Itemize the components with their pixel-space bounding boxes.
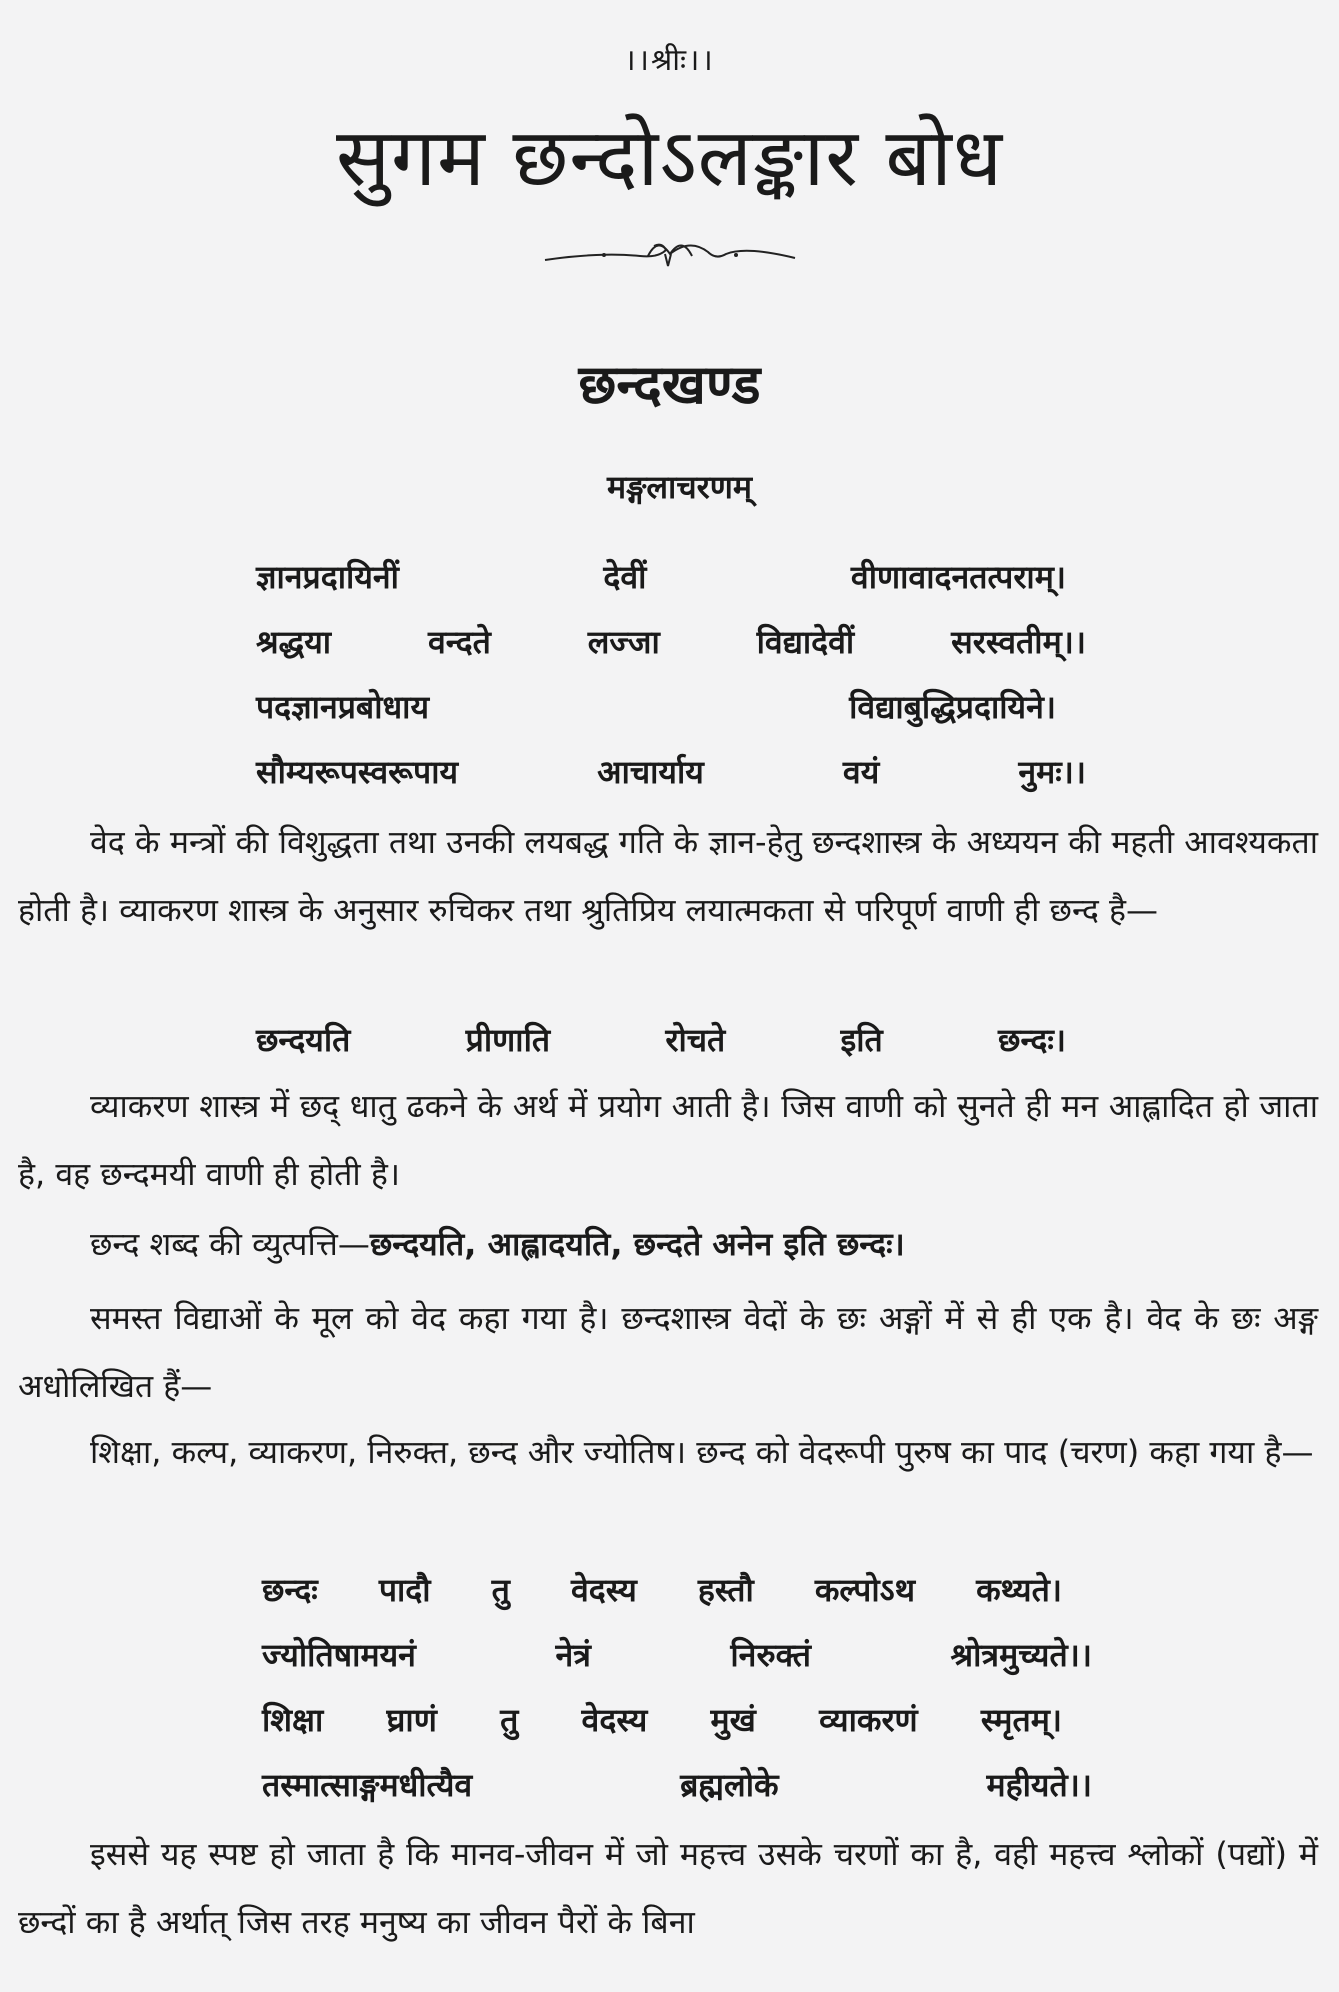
verse-word: तु [500,1701,519,1739]
verse2-line [256,1018,1066,1061]
verse3-line [262,1568,1062,1611]
paragraph: छन्द शब्द की व्युत्पत्ति—छन्दयति, आह्लादयति, छन्दते अनेन इति छन्दः। [90,1225,905,1263]
verse-word: इति [840,1021,883,1059]
verse-word: निरुक्तं [730,1636,811,1674]
verse-word: विद्यादेवीं [756,623,855,661]
verse-word: वयं [842,753,880,791]
verse-word: मुखं [710,1701,756,1739]
verse-word: शिक्षा [262,1701,324,1739]
paragraph: व्याकरण शास्त्र में छद् धातु ढकने के अर्थ में प्रयोग आती है। जिस वाणी को सुनते ही मन आह्लादित हो जाता है, वह छन्दमयी वाणी ही होती है। [18,1087,1318,1193]
verse-word: वन्दते [427,623,491,661]
verse-word: ज्योतिषामयनं [262,1636,416,1674]
verse-word: नेत्रं [555,1636,591,1674]
ornament-divider [540,230,800,280]
verse-word: सौम्यरूपस्वरूपाय [256,753,459,791]
paragraph: इससे यह स्पष्ट हो जाता है कि मानव-जीवन में जो महत्त्व उसके चरणों का है, वही महत्त्व श्लोकों (पद्यों) में छन्दों का है अर्थात् जिस तरह मनुष्य का जीवन पैरों के बिना [18,1835,1318,1941]
verse-word: सरस्वतीम्।। [951,623,1086,661]
verse-word: ज्ञानप्रदायिनीं [256,558,399,596]
verse3-line [262,1633,1092,1676]
verse-word: श्रद्धया [256,623,332,661]
verse-word: घ्राणं [386,1701,437,1739]
book-title: सुगम छन्दोऽलङ्कार बोध [335,111,1004,204]
verse-word: विद्याबुद्धिप्रदायिने। [849,688,1056,726]
verse-word: स्मृतम्। [980,1701,1062,1739]
mangalacharan-heading: मङ्गलाचरणम् [606,468,753,506]
paragraph: शिक्षा, कल्प, व्याकरण, निरुक्त, छन्द और ज्योतिष। छन्द को वेदरूपी पुरुष का पाद (चरण) कहा गया है— [90,1433,1314,1471]
verse3-line [262,1698,1062,1741]
verse-word: वेदस्य [581,1701,648,1739]
verse-word: छन्दः [262,1571,318,1609]
verse-word: पादौ [378,1571,431,1609]
verse-word: हस्तौ [697,1571,754,1609]
shri-invocation: ।।श्रीः।। [624,43,715,78]
verse1-line [256,620,1086,663]
verse3-line [262,1763,1092,1806]
verse-word: महीयते।। [986,1766,1092,1804]
verse-word: नुमः।। [1018,753,1086,791]
verse-word: व्याकरणं [819,1701,918,1739]
verse-word: पदज्ञानप्रबोधाय [256,688,430,726]
verse-word: आचार्याय [597,753,704,791]
verse-word: ब्रह्मलोके [680,1766,779,1804]
section-heading: छन्दखण्ड [578,353,761,416]
verse1-line [256,685,1056,728]
verse-word: छन्दयति [256,1021,351,1059]
verse-word: तु [491,1571,510,1609]
verse-word: कथ्यते। [976,1571,1062,1609]
verse-word: वीणावादनतत्पराम्। [850,558,1066,596]
verse1-line [256,555,1066,598]
verse-word: वेदस्य [570,1571,637,1609]
verse-word: देवीं [603,558,647,596]
verse-word: कल्पोऽथ [814,1571,916,1609]
paragraph: समस्त विद्याओं के मूल को वेद कहा गया है। छन्दशास्त्र वेदों के छः अङ्गों में से ही एक है। वेद के छः अङ्ग अधोलिखित हैं— [18,1299,1318,1405]
verse-word: रोचते [665,1021,726,1059]
paragraph: वेद के मन्त्रों की विशुद्धता तथा उनकी लयबद्ध गति के ज्ञान-हेतु छन्दशास्त्र के अध्ययन की महती आवश्यकता होती है। व्याकरण शास्त्र के अनुसार रुचिकर तथा श्रुतिप्रिय लयात्मकता से परिपूर्ण वाणी ही छन्द है— [18,823,1318,929]
verse-word: छन्दः। [998,1021,1066,1059]
verse-word: लज्जा [587,623,660,661]
verse-word: तस्मात्साङ्गमधीत्यैव [262,1766,473,1804]
verse-word: प्रीणाति [465,1021,551,1059]
verse1-line [256,750,1086,793]
verse-word: श्रोत्रमुच्यते।। [950,1636,1092,1674]
